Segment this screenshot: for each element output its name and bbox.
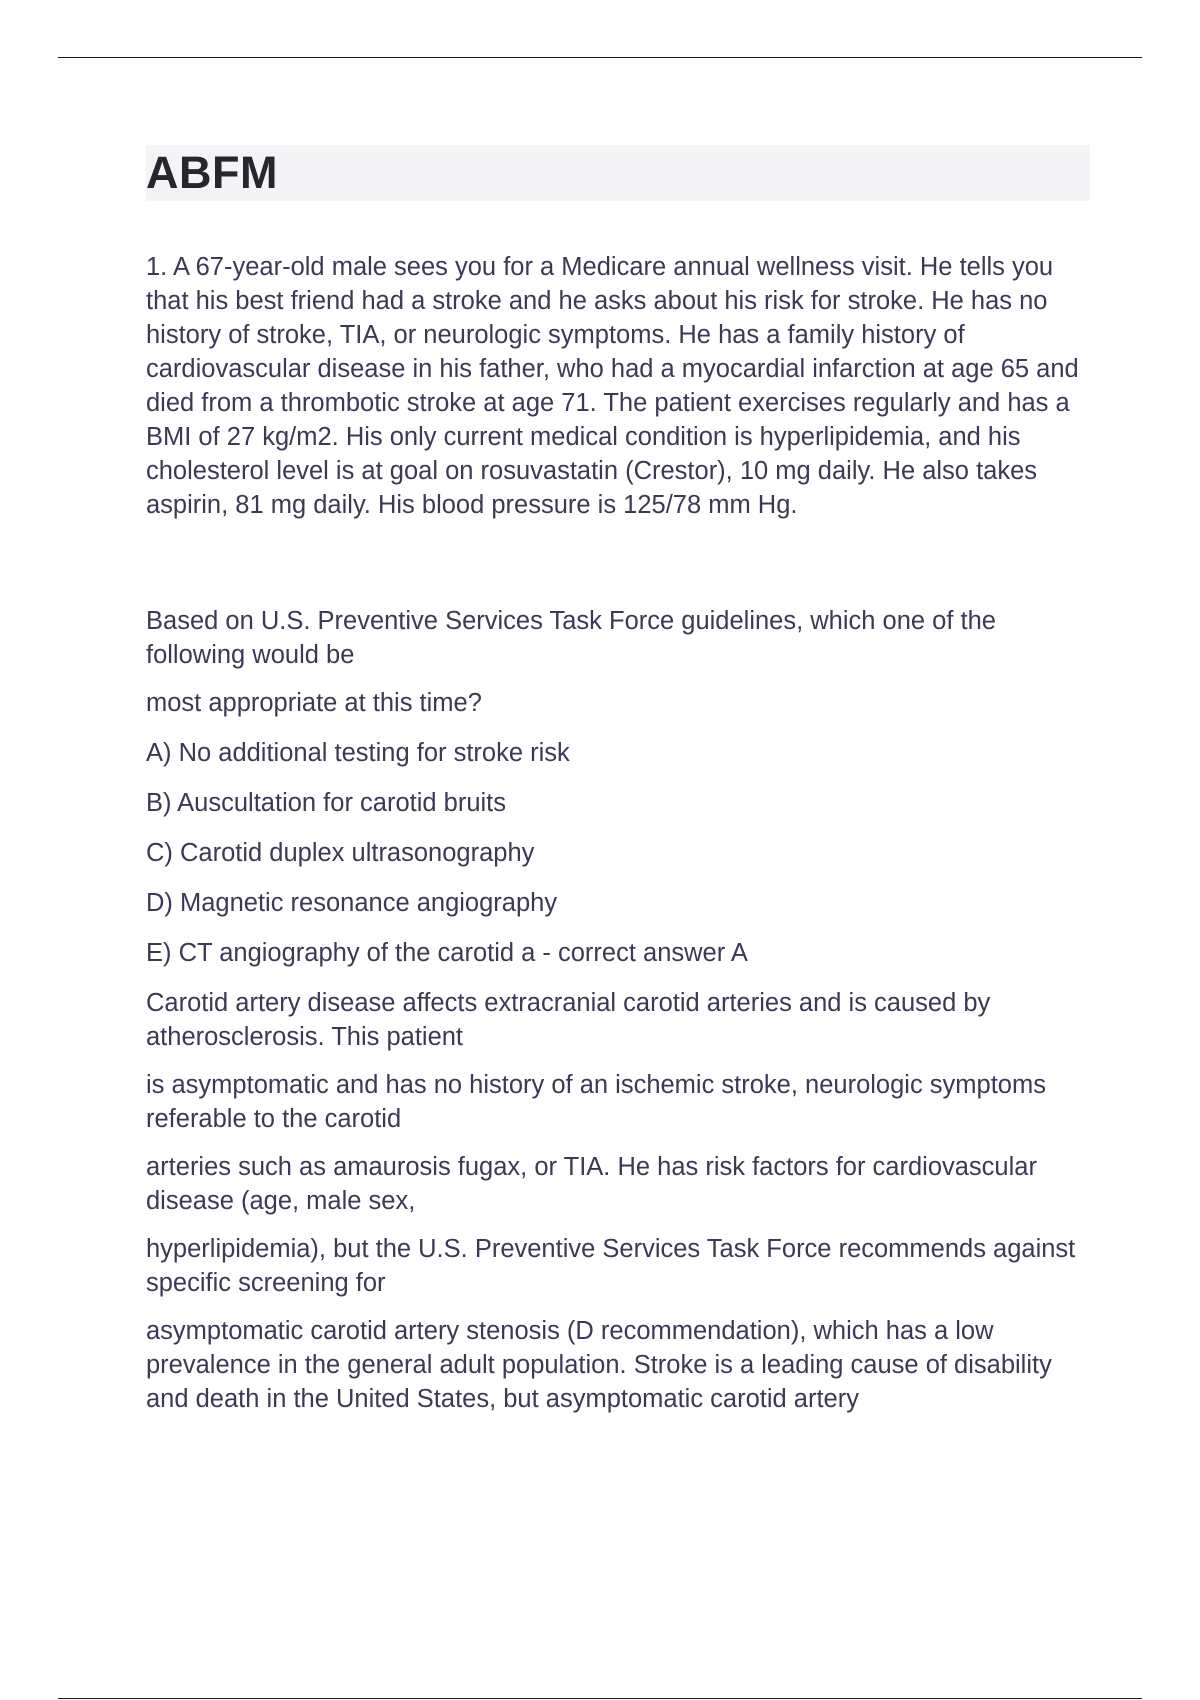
explanation-paragraph-1: Carotid artery disease affects extracranial carotid arteries and is caused by atherosclerosis. This patient xyxy=(146,989,991,1051)
question-stem: 1. A 67-year-old male sees you for a Medicare annual wellness visit. He tells you that his best friend had a stroke and he asks about his risk for stroke. He has no history of stroke, TIA, or neurologic symptoms. He has a family history of cardiovascular disease in his father, who had a myocardial infarction at age 65 and died from a thrombotic stroke at age 71. The patient exercises regularly and has a BMI of 27 kg/m2. His only current medical condition is hyperlipidemia, and his cholesterol level is at goal on rosuvastatin (Crestor), 10 mg daily. He also takes aspirin, 81 mg daily. His blood pressure is 125/78 mm Hg. xyxy=(146,253,1079,519)
answer-option-b: B) Auscultation for carotid bruits xyxy=(146,789,507,817)
document-body xyxy=(146,250,1096,1430)
answer-option-a: A) No additional testing for stroke risk xyxy=(146,739,570,767)
page-title: ABFM xyxy=(146,147,278,198)
title-band xyxy=(146,145,1090,201)
question-prompt-line-2: most appropriate at this time? xyxy=(146,689,482,717)
answer-option-e: E) CT angiography of the carotid a - correct answer A xyxy=(146,939,748,967)
explanation-paragraph-3: arteries such as amaurosis fugax, or TIA. He has risk factors for cardiovascular disease (age, male sex, xyxy=(146,1153,1037,1215)
explanation-paragraph-2: is asymptomatic and has no history of an ischemic stroke, neurologic symptoms referable to the carotid xyxy=(146,1071,1046,1133)
bottom-divider xyxy=(58,1698,1142,1699)
question-prompt-line-1: Based on U.S. Preventive Services Task Force guidelines, which one of the following would be xyxy=(146,607,996,669)
answer-option-d: D) Magnetic resonance angiography xyxy=(146,889,558,917)
top-divider xyxy=(58,57,1142,58)
answer-option-c: C) Carotid duplex ultrasonography xyxy=(146,839,535,867)
explanation-paragraph-4: hyperlipidemia), but the U.S. Preventive Services Task Force recommends against specific screening for xyxy=(146,1235,1076,1297)
explanation-paragraph-5: asymptomatic carotid artery stenosis (D recommendation), which has a low prevalence in the general adult population. Stroke is a leading cause of disability and death in the United States, but asymptomatic carotid artery xyxy=(146,1317,1052,1413)
